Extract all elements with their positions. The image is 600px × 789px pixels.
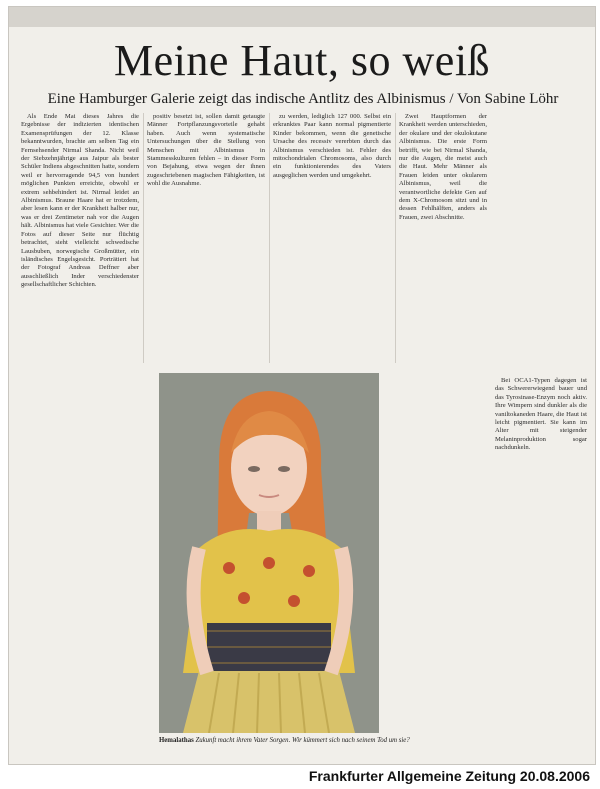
- column-divider: [143, 113, 144, 363]
- portrait-photo: [159, 373, 379, 733]
- article-column-5: [495, 377, 587, 757]
- photo-caption: [159, 737, 429, 744]
- article-text: Zwei Hauptformen der Krankheit werden unterschieden, der okulare und der okulokutane Albinismus. Die erste Form betrifft, wie bei Nirmal Shanda, nur die Augen, die meist auch die Haut. Mehr Männer als Frauen leiden unter okularem Albinismus, weil die verantwortliche defekte Gen auf dem X-Chromosom sitzt und in dessen Fehlhälften, anders als Frauen, zwei Abschnitte.: [399, 113, 487, 221]
- article-text: Als Ende Mai dieses Jahres die Ergebnisse der indizierten identischen Examensprüfungen der 12. Klasse bekanntwurden, brachte am selben Tag ein Fernsehsender Nirmal Shanda. Nicht weil der Siebzehnjährige aus Jaipur als bester Schüler Indiens abgeschnitten hatte, sondern weil er hervorragende 94,5 von hundert möglichen Punkten erreichte, obwohl er extrem sehbehindert ist. Nirmal leidet an Albinismus. Braune Haare hat er trotzdem, aber lesen kann er der Krankheit halber nur, was er drei Zentimeter nah vor die Augen hält. Albinismus hat viele Gesichter. Wer die Fotos auf dieser Seite nur flüchtig betrachtet, sieht vielleicht schwedische Lausbuben, norwegische Großmütter, ein isländisches Engelsgesicht. Porträtiert hat der Fotograf Andreas Deffner aber ausschließlich Inder verschiedenster gesellschaftlicher Schichten.: [21, 113, 139, 289]
- article-text: zu werden, lediglich 127 000. Selbst ein erkranktes Paar kann normal pigmentierte Kinder bekommen, wenn die genetische Ursache des recessiv vererbten durch das Albinismus verschieden ist. Fehler des mitochondrialen Chromosoms, also durch ein funktionierendes des Vaters ausgeglichen werden und umgekehrt.: [273, 113, 391, 179]
- source-credit: Frankfurter Allgemeine Zeitung 20.08.2006: [308, 768, 590, 784]
- article-column-4: [399, 113, 487, 365]
- column-divider: [269, 113, 270, 363]
- caption-name: Hemalathas: [159, 737, 194, 744]
- caption-text: Zukunft macht ihrem Vater Sorgen. Wir kümmert sich nach seinem Tod um sie?: [195, 737, 410, 744]
- article-text: positiv besetzt ist, sollen damit getaugte Männer Fortpflanzungsvorteile gehabt haben. Auch wenn systematische Untersuchungen über die Stellung von Menschen mit Albinismus in Stammesskulturen fehlen – in dieser Form von Bejahung, etwa wegen der ihnen zugeschriebenen magischen Fähigkeiten, ist wohl die Ausnahme.: [147, 113, 265, 188]
- masthead-strip: [9, 7, 595, 27]
- column-divider: [395, 113, 396, 363]
- newspaper-page: [8, 6, 596, 765]
- article-column-2: [147, 113, 265, 365]
- article-column-1: [21, 113, 139, 755]
- article-column-3: [273, 113, 391, 365]
- article-text: Bei OCA1-Typen dagegen ist das Schwererwiegend bauer und das Tyrosinase-Enzym noch aktiv. Ihre Wimpern sind dunkler als die vaniltokaneden Haare, die Haut ist leicht pigmentiert. Sie kann im Alter mit steigender Melaninproduktion sogar nachdunkeln.: [495, 377, 587, 452]
- headline: Meine Haut, so weiß: [113, 36, 491, 85]
- portrait-illustration: [159, 373, 379, 733]
- subheadline: Eine Hamburger Galerie zeigt das indische Antlitz des Albinismus / Von Sabine Löhr: [47, 91, 559, 107]
